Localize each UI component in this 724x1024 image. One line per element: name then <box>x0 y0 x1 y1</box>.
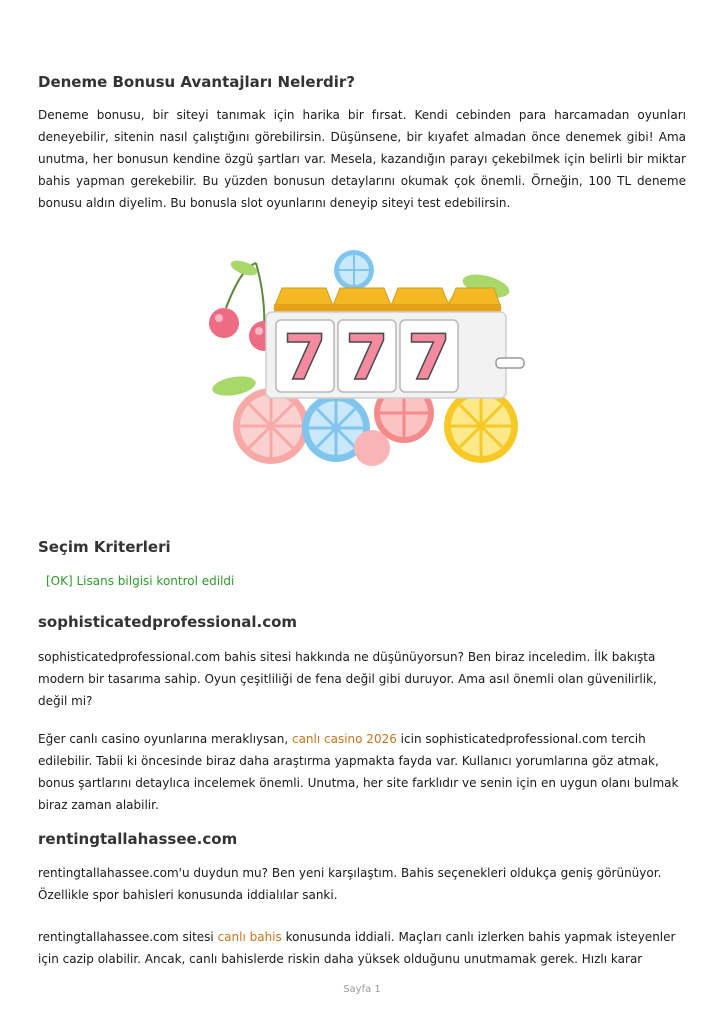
reel-2 <box>338 320 396 394</box>
reel-1 <box>276 320 334 394</box>
section-heading-bonus: Deneme Bonusu Avantajları Nelerdir? <box>38 73 355 91</box>
svg-text:7: 7 <box>345 321 389 394</box>
site2-paragraph-1: rentingtallahassee.com'u duydun mu? Ben yeni karşılaştım. Bahis seçenekleri oldukça geniş görünüyor. Özellikle spor bahisleri konusunda iddialılar sanki. <box>38 866 662 902</box>
small-blue-slice-icon <box>334 250 374 290</box>
site-heading-rentingtallahassee: rentingtallahassee.com <box>38 830 238 848</box>
page-number: Sayfa 1 <box>343 984 381 995</box>
lever-icon <box>496 358 524 368</box>
site2-paragraph-2-start: rentingtallahassee.com sitesi <box>38 930 218 944</box>
gold-bars-icon <box>274 288 501 312</box>
svg-text:7: 7 <box>283 321 327 394</box>
peach-icon <box>354 430 390 466</box>
license-check-status: [OK] Lisans bilgisi kontrol edildi <box>46 574 235 588</box>
reel-3 <box>400 320 458 394</box>
site1-paragraph-2 <box>38 728 686 816</box>
site1-paragraph-2-start: Eğer canlı casino oyunlarına meraklıysan, <box>38 732 292 746</box>
bonus-paragraph: Deneme bonusu, bir siteyi tanımak için harika bir fırsat. Kendi cebinden para harcamadan oyunları deneyebilir, sitenin nasıl çalıştığını görebilirsin. Düşünsene, bir kıyafet almadan önce denemek gibi! Ama unutma, her bonusun kendine özgü şartları var. Mesela, kazandığın parayı çekebilmek için belirli bir miktar bahis yapman gerekebilir. Bu yüzden bonusun detaylarını okumak çok önemli. Örneğin, 100 TL deneme bonusu aldın diyelim. Bu bonusla slot oyunlarını deneyip siteyi test edebilirsin. <box>38 108 686 210</box>
section-heading-criteria: Seçim Kriterleri <box>38 538 171 556</box>
site1-paragraph-2-end: icin sophisticatedprofessional.com tercih edilebilir. Tabii ki öncesinde biraz daha araştırma yapmakta fayda var. Kullanıcı yorumlarına göz atmak, bonus şartlarını detaylıca incelemek önemli. Unutma, her site farklıdır ve senin için en uygun olanı bulmak biraz zaman alabilir. <box>38 732 679 812</box>
lemon-slice-icon <box>444 389 518 463</box>
slot-machine-illustration <box>196 248 526 478</box>
svg-text:7: 7 <box>407 321 451 394</box>
site2-paragraph-2-end: konusunda iddiali. Maçları canlı izlerken bahis yapmak isteyenler için cazip olabilir. Ancak, canlı bahislerde riskin daha yüksek olduğunu unutmamak gerek. Hızlı karar <box>38 930 676 966</box>
canli-bahis-link[interactable]: canlı bahis <box>217 930 282 944</box>
site1-paragraph-1: sophisticatedprofessional.com bahis sitesi hakkında ne düşünüyorsun? Ben biraz inceledim. İlk bakışta modern bir tasarıma sahip. Oyun çeşitliliği de fena değil gibi duruyor. Ama asıl önemli olan güvenilirlik, değil mi? <box>38 650 657 708</box>
canli-casino-link[interactable]: canlı casino 2026 <box>291 732 397 746</box>
orange-slice-icon <box>233 388 309 464</box>
site2-paragraph-2 <box>38 926 686 970</box>
site-heading-sophisticatedprofessional: sophisticatedprofessional.com <box>38 613 298 631</box>
